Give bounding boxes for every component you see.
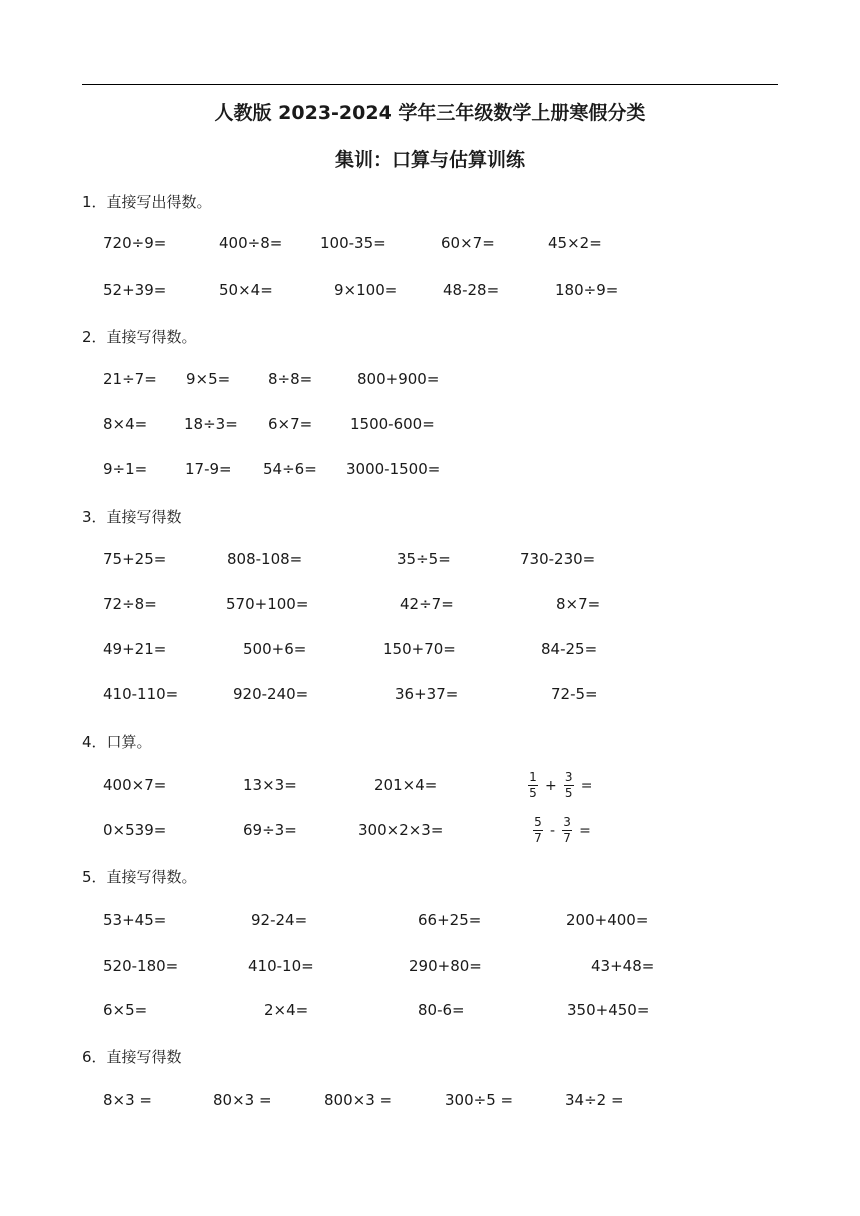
problem: 18÷3= xyxy=(184,415,238,433)
problem: 92-24= xyxy=(251,911,308,929)
fraction: $\frac{3}{5}$ xyxy=(564,770,573,800)
problem: 6×5= xyxy=(103,1001,148,1019)
problem: 66+25= xyxy=(418,911,482,929)
problem: 410-110= xyxy=(103,685,179,703)
problem: 9÷1= xyxy=(103,460,148,478)
operator: + xyxy=(545,777,557,794)
problem: 1500-600= xyxy=(350,415,435,433)
problem: 34÷2 = xyxy=(565,1091,624,1109)
problem: 410-10= xyxy=(248,957,314,975)
problem: 69÷3= xyxy=(243,821,297,839)
problem: 72-5= xyxy=(551,685,598,703)
operator: - xyxy=(550,822,556,839)
problem: 200+400= xyxy=(566,911,649,929)
top-rule xyxy=(82,84,778,85)
problem: 53+45= xyxy=(103,911,167,929)
problem: 300×2×3= xyxy=(358,821,444,839)
problem: 13×3= xyxy=(243,776,297,794)
problem: 730-230= xyxy=(520,550,596,568)
problem: 45×2= xyxy=(548,234,602,252)
equals-sign: = xyxy=(579,822,591,839)
problem: 49+21= xyxy=(103,640,167,658)
problem: 2×4= xyxy=(264,1001,309,1019)
problem: 570+100= xyxy=(226,595,309,613)
problem: 35÷5= xyxy=(397,550,451,568)
problem: 3000-1500= xyxy=(346,460,441,478)
section-heading-1: 1．直接写出得数。 xyxy=(82,193,212,211)
problem: 808-108= xyxy=(227,550,303,568)
page-title: 人教版 2023-2024 学年三年级数学上册寒假分类 xyxy=(214,102,646,124)
problem: 21÷7= xyxy=(103,370,157,388)
problem: 42÷7= xyxy=(400,595,454,613)
problem: 43+48= xyxy=(591,957,655,975)
fraction-problem xyxy=(533,816,591,845)
section-heading-5: 5．直接写得数。 xyxy=(82,868,197,886)
problem: 290+80= xyxy=(409,957,482,975)
problem: 201×4= xyxy=(374,776,438,794)
fraction: $\frac{3}{7}$ xyxy=(563,815,571,845)
fraction: $\frac{5}{7}$ xyxy=(534,815,542,845)
problem: 8×7= xyxy=(556,595,601,613)
page-subtitle: 集训：口算与估算训练 xyxy=(334,149,525,171)
problem: 72÷8= xyxy=(103,595,157,613)
problem: 300÷5 = xyxy=(445,1091,514,1109)
problem: 520-180= xyxy=(103,957,179,975)
section-heading-4: 4．口算。 xyxy=(82,733,152,751)
problem: 800+900= xyxy=(357,370,440,388)
problem: 17-9= xyxy=(185,460,232,478)
section-heading-2: 2．直接写得数。 xyxy=(82,328,197,346)
problem: 52+39= xyxy=(103,281,167,299)
equals-sign: = xyxy=(580,777,593,794)
problem: 400×7= xyxy=(103,776,167,794)
section-heading-6: 6．直接写得数 xyxy=(82,1048,182,1066)
problem: 800×3 = xyxy=(324,1091,393,1109)
problem: 75+25= xyxy=(103,550,167,568)
problem: 100-35= xyxy=(320,234,386,252)
problem: 720÷9= xyxy=(103,234,167,252)
problem: 180÷9= xyxy=(555,281,619,299)
problem: 8×4= xyxy=(103,415,148,433)
problem: 6×7= xyxy=(268,415,313,433)
section-heading-3: 3．直接写得数 xyxy=(82,508,182,526)
problem: 920-240= xyxy=(233,685,309,703)
problem: 84-25= xyxy=(541,640,598,658)
problem: 50×4= xyxy=(219,281,273,299)
problem: 8÷8= xyxy=(268,370,313,388)
problem: 60×7= xyxy=(441,234,495,252)
problem: 350+450= xyxy=(567,1001,650,1019)
problem: 80×3 = xyxy=(213,1091,272,1109)
problem: 80-6= xyxy=(418,1001,465,1019)
fraction-problem xyxy=(528,771,592,800)
problem: 48-28= xyxy=(443,281,500,299)
problem: 500+6= xyxy=(243,640,307,658)
fraction: $\frac{1}{5}$ xyxy=(529,770,537,800)
problem: 8×3 = xyxy=(103,1091,152,1109)
problem: 0×539= xyxy=(103,821,167,839)
problem: 9×100= xyxy=(334,281,398,299)
problem: 9×5= xyxy=(186,370,231,388)
problem: 54÷6= xyxy=(263,460,317,478)
problem: 400÷8= xyxy=(219,234,283,252)
problem: 36+37= xyxy=(395,685,459,703)
problem: 150+70= xyxy=(383,640,456,658)
